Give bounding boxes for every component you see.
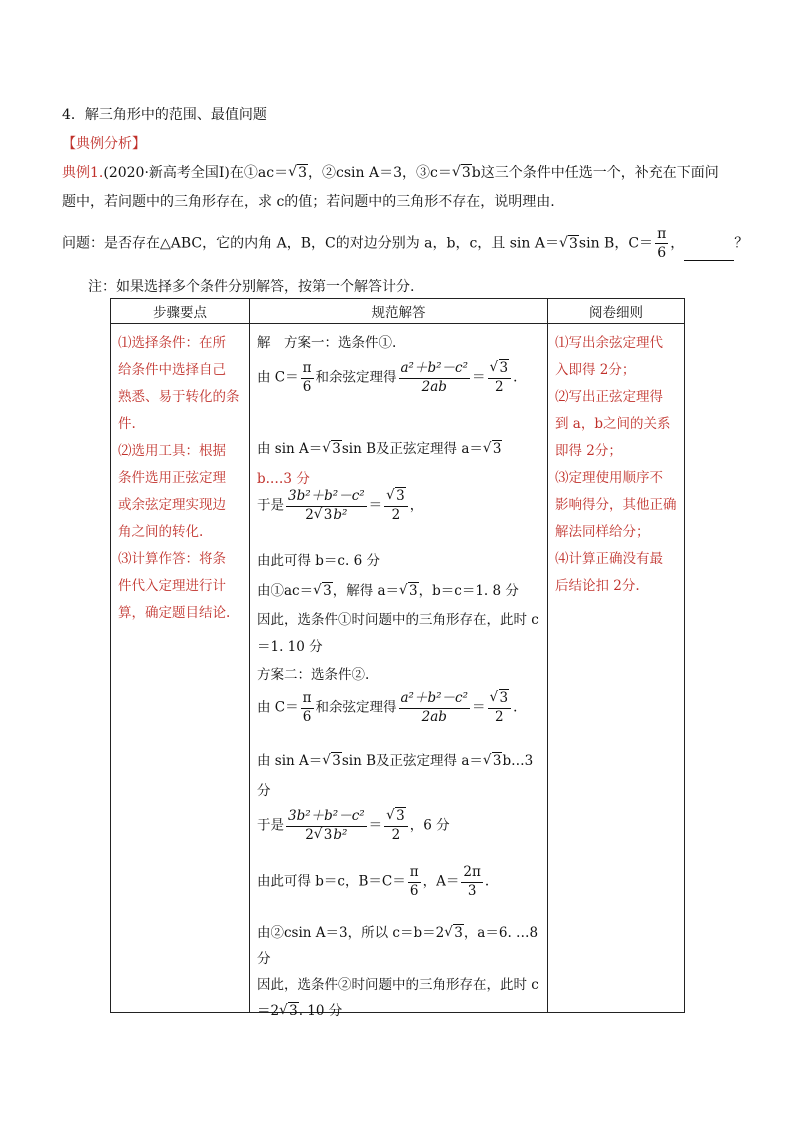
solution-column: 解 方案一：选条件①. 由 C＝ $\frac{\pi}{6}$ 和余弦定理得 $\frac{\text{a²＋b²－c²}}{2ab}$ ＝ √ $\frac{3}{2}$ . 由 sin A＝√ 3sin B及正弦定理得 a＝√ 3 b.…3 分 于是 $\frac{\text{3b²＋b²－c²}}{\text{2√ 3b²}}$ ＝ √ $\frac{3}{2}$ ， 由此可得 b＝c. 6 分 由①ac＝√ 3，解得 a＝√ 3，b＝c＝1. 8 分 因此，选条件①时问题中的三角形存在，此时 c ＝1. 10 分 方案二：选条件②. 由 C＝ $\frac{\pi}{6}$ 和余弦定理得 $\frac{\text{a²＋b²－c²}}{2ab}$ ＝ √ $\frac{3}{2}$ . 由 sin A＝√ 3sin B及正弦定理得 a＝√ 3b…3 分 于是 $\frac{\text{3b²＋b²－c²}}{\text{2√ 3b²}}$ ＝ √ $\frac{3}{2}$ ，6 分 由此可得 b＝c，B＝C＝ $\frac{\pi}{6}$ ，A＝ $\frac{2\pi}{3}$ . 由②csin A＝3，所以 c＝b＝2√ 3，a＝6. …8 分 因此，选条件②时问题中的三角形存在，此时 c ＝2√ 3. 10 分 — [251, 325, 546, 1011]
section-title: 4．解三角形中的范围、最值问题 — [62, 107, 267, 123]
problem-line-1: 典例1.(2020·新高考全国Ⅰ)在①ac＝√ 3，②csin A＝3，③c＝√ 3b这三个条件中任选一个，补充在下面问 — [62, 162, 719, 182]
solution-table — [110, 298, 685, 1019]
problem-line-3: 问题：是否存在△ABC，它的内角 A，B，C的对边分别为 a，b，c，且 sin A＝√ 3sin B，C＝ $\frac{\pi}{6}$ ， ？ — [62, 226, 748, 261]
analysis-header: 【典例分析】 — [62, 136, 146, 152]
rules-column: ⑴写出余弦定理代 入即得 2分； ⑵写出正弦定理得 到 a，b之间的关系 即得 2分； ⑶定理使用顺序不 影响得分，其他正确 解法同样给分； ⑷计算正确没有最 后结论扣 2分. — [555, 335, 677, 594]
pi-over-6: $\frac{\pi}{6}$ — [657, 226, 667, 262]
problem-label: 典例1. — [62, 165, 104, 181]
problem-note: 注：如果选择多个条件分别解答，按第一个解答计分. — [88, 279, 415, 295]
answer-blank — [684, 260, 734, 261]
header-rules: 阅卷细则 — [548, 299, 685, 324]
header-solution: 规范解答 — [250, 299, 548, 324]
steps-column: ⑴选择条件：在所 给条件中选择自己 熟悉、易于转化的条 件. ⑵选用工具：根据 条件选用正弦定理 或余弦定理实现边 角之间的转化. ⑶计算作答：将条 件代入定理进行计 算，确定题目结论. — [118, 335, 240, 621]
header-steps: 步骤要点 — [111, 299, 250, 324]
problem-line-2: 题中，若问题中的三角形存在，求 c的值；若问题中的三角形不存在，说明理由. — [62, 194, 555, 210]
